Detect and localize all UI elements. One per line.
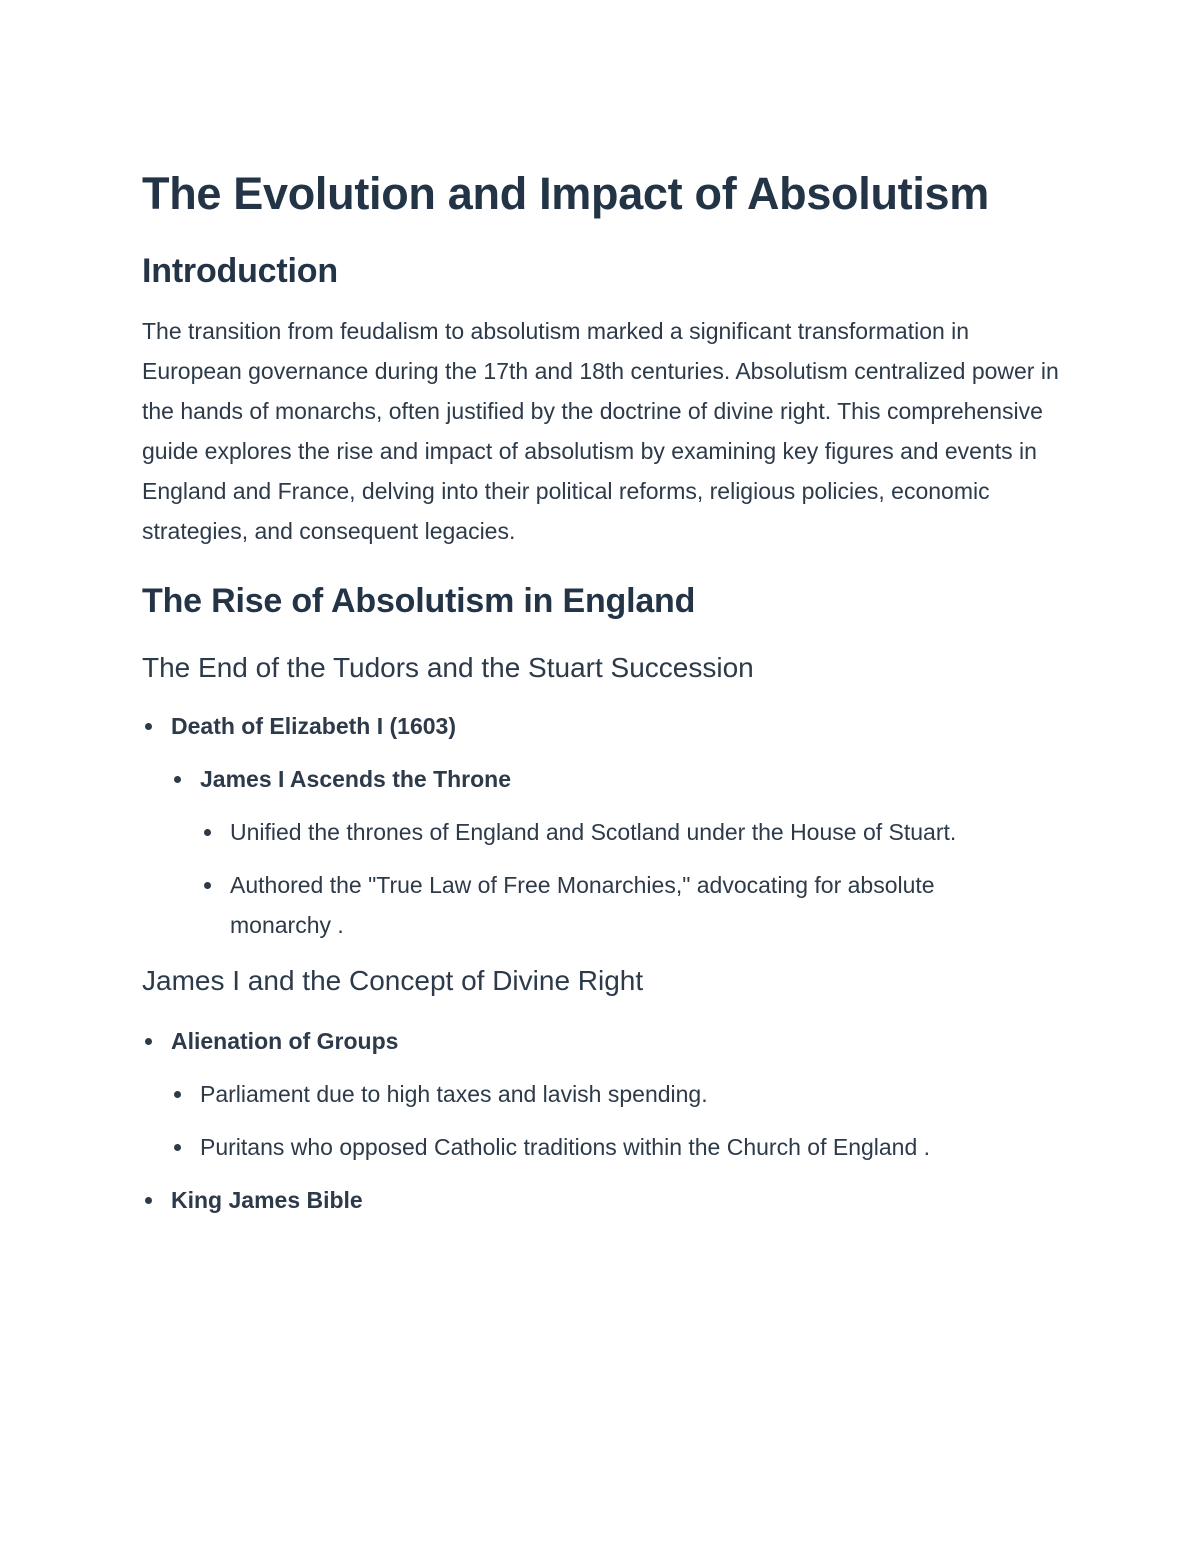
list-item-text: Parliament due to high taxes and lavish spending. — [200, 1081, 708, 1107]
list-item — [142, 1127, 1062, 1167]
bullet-icon — [174, 1144, 181, 1151]
bullet-icon — [204, 882, 211, 889]
document-page — [142, 162, 1062, 1220]
list-item-text: James I Ascends the Throne — [200, 766, 512, 792]
list-item — [142, 1074, 1062, 1114]
document-title: The Evolution and Impact of Absolutism — [142, 168, 989, 219]
subsection-heading-divine-right: James I and the Concept of Divine Right — [142, 965, 644, 996]
list-item — [142, 865, 1062, 945]
list-item-text: Death of Elizabeth I (1603) — [171, 713, 457, 739]
list-item-text: Alienation of Groups — [171, 1028, 399, 1054]
bullet-icon — [145, 1038, 152, 1045]
bullet-icon — [145, 723, 152, 730]
list-item — [142, 706, 1062, 746]
bullet-icon — [174, 776, 181, 783]
list-item-text: Puritans who opposed Catholic traditions within the Church of England . — [200, 1134, 931, 1160]
bullet-icon — [204, 829, 211, 836]
section-heading-england: The Rise of Absolutism in England — [142, 582, 696, 620]
bullet-icon — [174, 1091, 181, 1098]
list-item-text: King James Bible — [171, 1187, 363, 1213]
list-item — [142, 759, 1062, 799]
list-item-text: Unified the thrones of England and Scotland under the House of Stuart. — [230, 819, 957, 845]
introduction-heading: Introduction — [142, 252, 338, 290]
tudors-stuart-list — [142, 706, 1062, 945]
list-item-text: Authored the "True Law of Free Monarchies," advocating for absolute monarchy . — [230, 872, 935, 938]
bullet-icon — [145, 1197, 152, 1204]
subsection-heading-tudors-stuart: The End of the Tudors and the Stuart Succession — [142, 652, 754, 683]
list-item — [142, 1180, 1062, 1220]
divine-right-list — [142, 1021, 1062, 1220]
list-item — [142, 1021, 1062, 1061]
list-item — [142, 812, 1062, 852]
introduction-paragraph: The transition from feudalism to absolutism marked a significant transformation in European governance during the 17th and 18th centuries. Absolutism centralized power in the hands of monarchs, often justified by the doctrine of divine right. This comprehensive guide explores the rise and impact of absolutism by examining key figures and events in England and France, delving into their political reforms, religious policies, economic strategies, and consequent legacies. — [142, 318, 1059, 544]
